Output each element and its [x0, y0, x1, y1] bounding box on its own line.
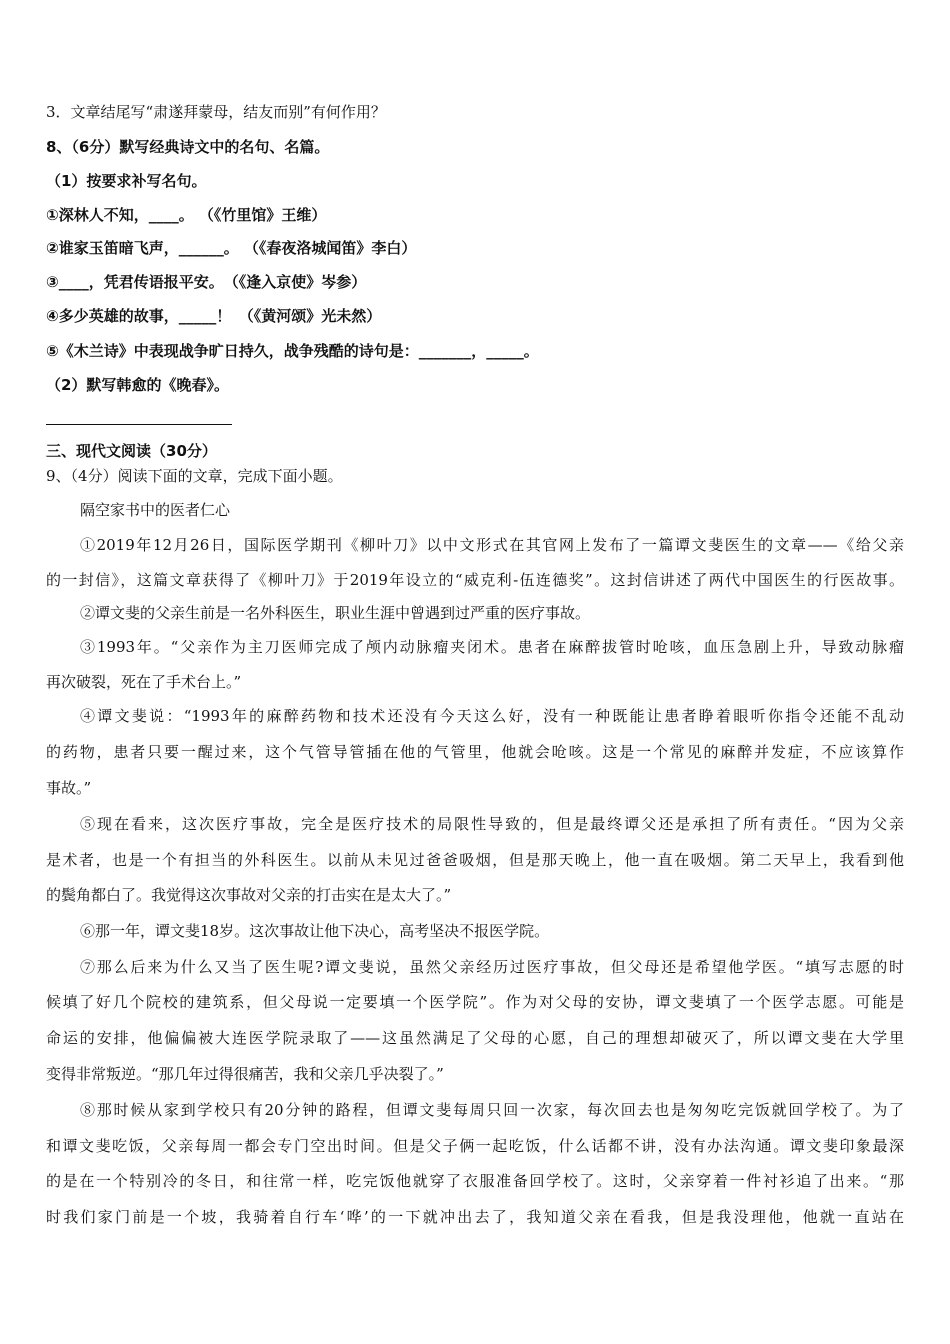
paragraph-line: ⑧那时候从家到学校只有20分钟的路程，但谭文斐每周只回一次家，每次回去也是匆匆吃完饭就回学校了。为了 [80, 1101, 904, 1119]
paragraph-line: 时我们家门前是一个坡，我骑着自行车‘哗’的一下就冲出去了，我知道父亲在看我，但是我没理他，他就一直站在 [46, 1208, 904, 1226]
question-9: 9、（4分）阅读下面的文章，完成下面小题。 [46, 467, 343, 485]
paragraph-line: 候填了好几个院校的建筑系，但父母说一定要填一个医学院”。作为对父母的安协，谭文斐填了一个医学志愿。可能是 [46, 993, 904, 1011]
paragraph-line: 的是在一个特别冷的冬日，和往常一样，吃完饭他就穿了衣服准备回学校了。这时，父亲穿着一件衬衫追了出来。“那 [46, 1172, 904, 1190]
paragraph-line: ④谭文斐说：“1993年的麻醉药物和技术还没有今天这么好，没有一种既能让患者睁着眼听你指令还能不乱动 [80, 707, 904, 725]
question-8-title: 8、（6分）默写经典诗文中的名句、名篇。 [46, 138, 330, 156]
paragraph-line: 命运的安排，他偏偏被大连医学院录取了——这虽然满足了父母的心愿，自己的理想却破灭了，所以谭文斐在大学里 [46, 1029, 904, 1047]
fill-blank-item-4: ④多少英雄的故事，_____！ （《黄河颂》光未然） [46, 307, 382, 325]
paragraph-line: 的一封信》，这篇文章获得了《柳叶刀》于2019年设立的“威克利-伍连德奖”。这封信讲述了两代中国医生的行医故事。 [46, 571, 904, 589]
paragraph-line: 事故。” [46, 779, 92, 797]
fill-blank-item-5: ⑤《木兰诗》中表现战争旷日持久，战争残酷的诗句是：_______，_____。 [46, 342, 539, 360]
question-8-part2: （2）默写韩愈的《晚春》。 [46, 376, 229, 394]
question-8-part1: （1）按要求补写名句。 [46, 172, 207, 190]
fill-blank-item-3: ③____，凭君传语报平安。 （《逢入京使》岑参） [46, 273, 367, 291]
paragraph-line: ⑦那么后来为什么又当了医生呢?谭文斐说，虽然父亲经历过医疗事故，但父母还是希望他学医。“填写志愿的时 [80, 958, 904, 976]
question-3: 3．文章结尾写“肃遂拜蒙母，结友而别”有何作用？ [46, 103, 386, 121]
paragraph-line: ⑥那一年，谭文斐18岁。这次事故让他下决心，高考坚决不报医学院。 [80, 922, 550, 940]
paragraph-line: 和谭文斐吃饭，父亲每周一都会专门空出时间。但是父子俩一起吃饭，什么话都不讲，没有办法沟通。谭文斐印象最深 [46, 1137, 904, 1155]
article-title: 隔空家书中的医者仁心 [80, 501, 231, 519]
paragraph-line: ①2019年12月26日，国际医学期刊《柳叶刀》以中文形式在其官网上发布了一篇谭文斐医生的文章——《给父亲 [80, 536, 904, 554]
paragraph-line: 变得非常叛逆。“那几年过得很痛苦，我和父亲几乎决裂了。” [46, 1065, 444, 1083]
paragraph-line: ③1993年。“父亲作为主刀医师完成了颅内动脉瘤夹闭术。患者在麻醉拔管时呛咳，血压急剧上升，导致动脉瘤 [80, 638, 904, 656]
paragraph-line: 的药物，患者只要一醒过来，这个气管导管插在他的气管里，他就会呛咳。这是一个常见的麻醉并发症，不应该算作 [46, 743, 904, 761]
section-3-title: 三、现代文阅读（30分） [46, 442, 217, 460]
paragraph-line: ②谭文斐的父亲生前是一名外科医生，职业生涯中曾遇到过严重的医疗事故。 [80, 604, 591, 622]
fill-blank-item-2: ②谁家玉笛暗飞声，______。 （《春夜洛城闻笛》李白） [46, 239, 417, 257]
fill-blank-item-1: ①深林人不知，____。 （《竹里馆》王维） [46, 206, 327, 224]
paragraph-line: 再次破裂，死在了手术台上。” [46, 673, 242, 691]
paragraph-line: 是术者，也是一个有担当的外科医生。以前从未见过爸爸吸烟，但是那天晚上，他一直在吸烟。第二天早上，我看到他 [46, 851, 904, 869]
paragraph-line: ⑤现在看来，这次医疗事故，完全是医疗技术的局限性导致的，但是最终谭父还是承担了所有责任。“因为父亲 [80, 815, 904, 833]
answer-line [46, 424, 232, 425]
paragraph-line: 的鬓角都白了。我觉得这次事故对父亲的打击实在是太大了。” [46, 886, 452, 904]
